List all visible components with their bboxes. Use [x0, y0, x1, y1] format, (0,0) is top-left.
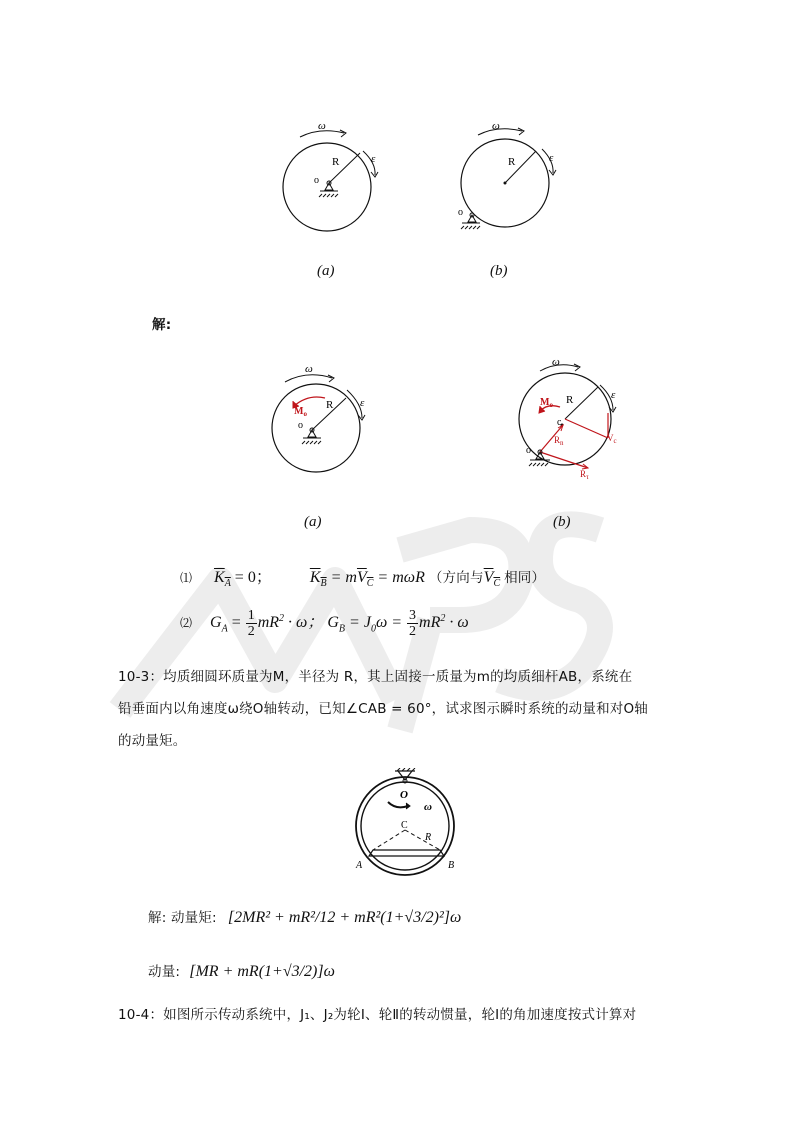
svg-text:ω: ω	[552, 356, 560, 368]
svg-text:ε: ε	[371, 153, 376, 165]
svg-text:ω: ω	[492, 120, 500, 132]
svg-text:ω: ω	[424, 801, 432, 813]
problem-10-4-line-1: 10-4：如图所示传动系统中，J₁、J₂为轮Ⅰ、轮Ⅱ的转动惯量，轮Ⅰ的角加速度按式计算对	[118, 1007, 637, 1023]
svg-text:R: R	[508, 156, 516, 168]
svg-text:c: c	[557, 417, 562, 428]
figure-top-a-caption: (a)	[317, 263, 335, 279]
svg-text:ε: ε	[360, 397, 365, 409]
figure-solution-b-caption: (b)	[553, 514, 571, 530]
problem-10-3-line-1: 10-3：均质细圆环质量为M，半径为 R，其上固接一质量为m的均质细杆AB，系统在	[118, 669, 633, 685]
problem-10-3-line-2: 铅垂面内以角速度ω绕O轴转动，已知∠CAB = 60°，试求图示瞬时系统的动量和对O轴	[118, 701, 649, 717]
problem-10-3-line-3: 的动量矩。	[118, 733, 187, 749]
figure-solution-a-caption: (a)	[304, 514, 322, 530]
solution-label: 解:	[152, 317, 172, 333]
figure-ring-rod	[350, 768, 465, 880]
figure-top-b	[450, 115, 580, 240]
svg-text:Vc: $V_c$	[607, 433, 617, 445]
svg-text:o: o	[298, 420, 303, 431]
omega-label: ω	[318, 120, 326, 132]
svg-text:Mo: $M_o$	[294, 406, 307, 418]
svg-text:o: o	[314, 175, 319, 186]
svg-text:R: R	[332, 156, 340, 168]
svg-text:R: R	[326, 399, 334, 411]
figure-solution-a	[260, 360, 390, 480]
svg-text:ε: ε	[611, 389, 616, 401]
svg-text:R: R	[425, 832, 432, 843]
svg-text:A: A	[356, 860, 363, 871]
svg-text:o: o	[458, 207, 463, 218]
svg-text:B: B	[448, 860, 455, 871]
svg-text:ω: ω	[305, 363, 313, 375]
figure-top-b-caption: (b)	[490, 263, 508, 279]
figure-solution-b	[510, 355, 640, 480]
svg-text:Rn: $R_n$	[554, 435, 564, 447]
answer-momentum: 动量: [MR + mR(1+√3/2)]ω	[148, 963, 335, 980]
svg-text:R: R	[566, 394, 574, 406]
answer-moment: 解: 动量矩: [2MR² + mR²/12 + mR²(1+√3/2)²]ω	[148, 909, 462, 926]
svg-text:Rτ: $R_\tau$	[580, 469, 589, 480]
svg-text:Mo: $M_o$	[540, 397, 553, 409]
svg-text:O: O	[400, 789, 408, 801]
equation-2: ⑵ $G_A$ = $\frac{1}{2}$ $mR^2 \cdot \omega$； $G_B = J_0\omega$ = $\frac{3}{2}$ $mR^2 \cdot \omega$	[180, 608, 469, 639]
svg-text:ε: ε	[549, 152, 554, 164]
figure-top-a	[270, 115, 400, 245]
equation-1: ⑴ $K_A = 0$； $K_B = mV_C = m\omega R$ （方向与$V_C$ 相同）	[180, 569, 546, 590]
svg-text:o: o	[526, 445, 531, 456]
svg-text:C: C	[401, 820, 408, 831]
